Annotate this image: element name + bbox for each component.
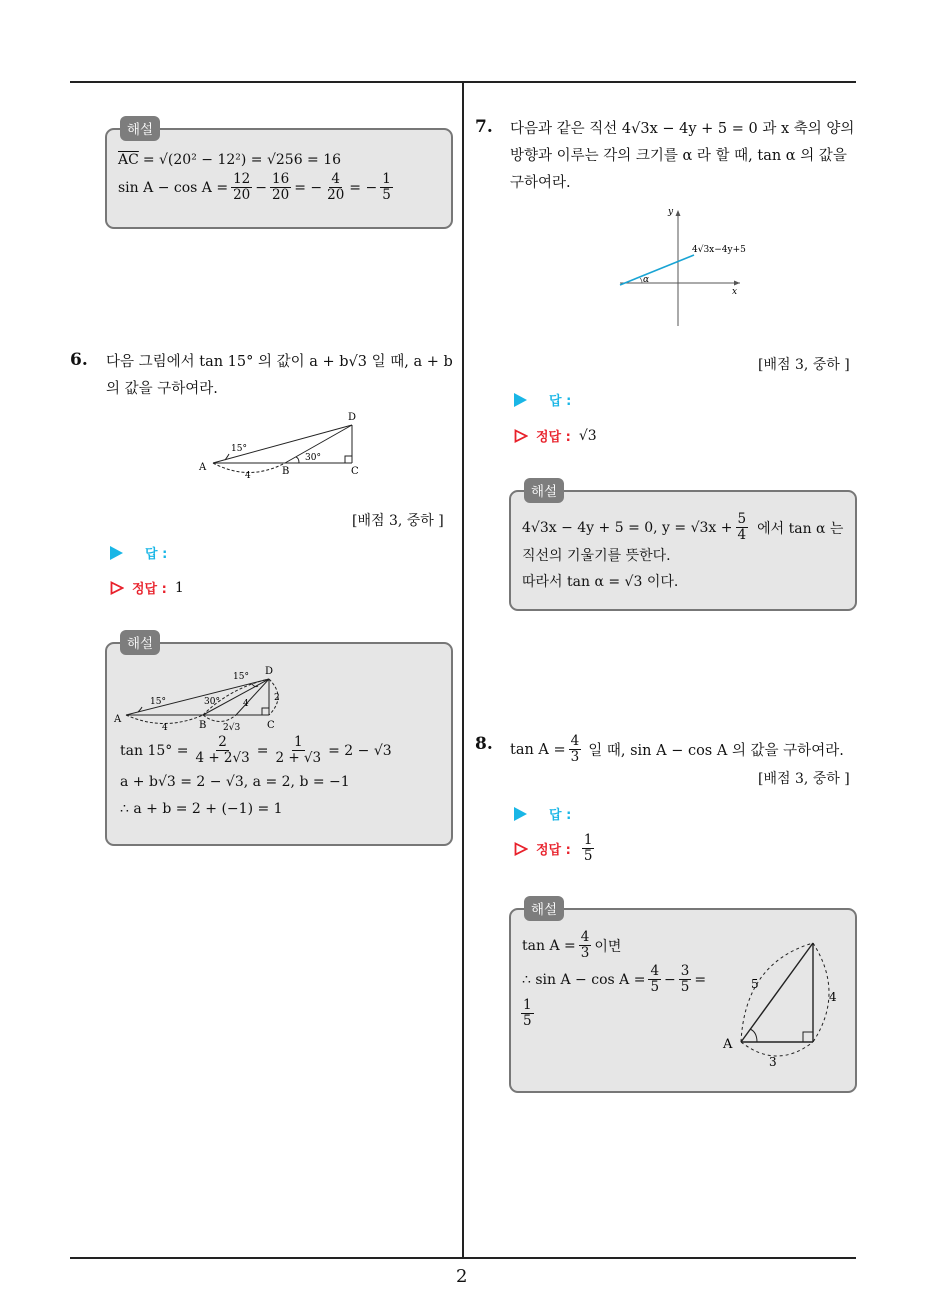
q7-solution-line3: 따라서 tan α = √3 이다. — [522, 574, 679, 590]
q8-sol-frac4-den: 5 — [523, 1013, 532, 1029]
q8-frac-num: 4 — [570, 733, 580, 749]
q8-sol-minus: − — [664, 971, 676, 988]
answer-arrow-icon — [514, 393, 527, 407]
q8-sol-frac1-num: 4 — [580, 929, 590, 945]
q5-frac1-num: 12 — [233, 171, 251, 187]
q6-answer-label: 답 : — [145, 547, 168, 562]
q5-frac1 — [231, 172, 252, 203]
q5-line1-rest: = √(20² − 12²) = √256 = 16 — [142, 152, 342, 168]
answer-arrow-icon — [514, 807, 527, 821]
bottom-rule — [70, 1257, 856, 1259]
q6-solution-line1 — [120, 735, 392, 766]
q8-sol-frac2-den: 5 — [650, 979, 660, 995]
page-number: 2 — [456, 1266, 468, 1287]
q7-fig-x: x — [732, 287, 738, 297]
q6-solution-figure — [112, 662, 292, 734]
q6-sol-fig-ang15b: 15° — [233, 672, 249, 682]
correct-triangle-icon — [514, 429, 528, 443]
q8-solution-line3 — [518, 998, 537, 1029]
q6-sol-frac1 — [193, 735, 251, 766]
q6-sol-fig-ang30: 30° — [204, 697, 220, 707]
q5-frac2 — [270, 172, 291, 203]
q8-solution-line2 — [522, 964, 706, 995]
q7-sol-frac-den: 4 — [737, 527, 747, 543]
q6-sol-frac1-num: 2 — [218, 734, 227, 750]
q8-sol-l1-suffix: 이면 — [594, 938, 622, 955]
q8-number: 8. — [475, 734, 493, 754]
q8-fig-A: A — [723, 1037, 733, 1052]
q8-frac — [569, 734, 582, 765]
q7-text-line2: 방향과 이루는 각의 크기를 α 라 할 때, tan α 의 값을 — [510, 148, 847, 164]
q6-sol-l1-prefix: tan 15° = — [120, 742, 189, 759]
q7-answer-row — [514, 390, 571, 409]
q6-sol-frac1-den: 4 + 2√3 — [195, 750, 250, 766]
q5-line2-prefix: sin A − cos A = — [118, 179, 229, 196]
q8-solution-figure — [715, 935, 845, 1075]
q6-sol-frac2-num: 1 — [293, 734, 303, 750]
q8-solution-line1 — [522, 930, 621, 961]
q8-sol-l2-prefix: ∴ sin A − cos A = — [522, 971, 646, 988]
q6-sol-eq: = — [256, 742, 269, 759]
q6-sol-fig-D: D — [265, 666, 274, 677]
q8-frac-den: 3 — [570, 749, 580, 765]
q7-sol-frac-num: 5 — [737, 511, 747, 527]
q5-frac3-den: 20 — [327, 187, 345, 203]
q6-number: 6. — [70, 350, 88, 370]
q8-sol-eq: = — [694, 971, 707, 988]
q8-sol-frac2 — [648, 964, 661, 995]
q7-solution-tag: 해설 — [524, 478, 564, 503]
q5-frac3 — [325, 172, 346, 203]
q6-fig-C: C — [351, 466, 359, 477]
q5-ac-segment: $\overline{AC}$ — [118, 152, 139, 168]
q8-correct-den: 5 — [583, 848, 593, 864]
q6-fig-A: A — [199, 462, 207, 473]
q6-correct-value: 1 — [174, 579, 184, 596]
q6-fig-B: B — [282, 466, 290, 477]
q7-sol-l1-suffix: 에서 tan α 는 — [757, 520, 844, 537]
q5-frac2-num: 16 — [272, 171, 290, 187]
q8-sol-frac1-den: 3 — [580, 945, 590, 961]
q5-op1: − — [255, 179, 267, 196]
q6-answer-row — [110, 543, 167, 562]
q7-correct-value: √3 — [578, 427, 597, 444]
q6-fig-ang30: 30° — [305, 453, 321, 463]
q6-score: [배점 3, 중하 ] — [352, 513, 444, 529]
correct-triangle-icon — [110, 581, 124, 595]
q8-text-suffix: 일 때, sin A − cos A 의 값을 구하여라. — [588, 743, 844, 759]
q5-op2: = − — [294, 179, 323, 196]
q8-sol-frac2-num: 4 — [650, 963, 660, 979]
q8-correct-frac — [582, 833, 595, 864]
q8-sol-frac1 — [579, 930, 592, 961]
q8-sol-frac3-num: 3 — [680, 963, 690, 979]
q7-sol-l1-prefix: 4√3x − 4y + 5 = 0, y = √3x + — [522, 519, 733, 536]
q5-op3: = − — [349, 179, 378, 196]
q8-sol-frac4-num: 1 — [523, 997, 532, 1013]
q6-figure — [195, 410, 370, 482]
q7-fig-alpha: α — [643, 275, 650, 285]
q5-frac1-den: 20 — [233, 187, 251, 203]
q7-fig-y: y — [668, 207, 674, 217]
q5-frac4-den: 5 — [382, 187, 391, 203]
q6-solution-line2: a + b√3 = 2 − √3, a = 2, b = −1 — [120, 774, 350, 790]
q6-solution-line3: ∴ a + b = 2 + (−1) = 1 — [120, 801, 283, 817]
q6-sol-fig-len4a: 4 — [162, 723, 168, 733]
q8-sol-l1-prefix: tan A = — [522, 937, 576, 954]
q5-solution-line1 — [118, 152, 341, 168]
q6-fig-len4: 4 — [245, 471, 251, 481]
q7-fig-line: 4√3x−4y+5 — [692, 245, 746, 255]
q6-sol-fig-C: C — [267, 720, 275, 731]
q6-correct-row — [110, 578, 184, 597]
q7-solution-line1 — [522, 512, 843, 543]
q5-frac4-num: 1 — [382, 171, 391, 187]
q6-fig-ang15: 15° — [231, 444, 247, 454]
q8-correct-label: 정답 : — [536, 843, 571, 858]
q5-frac3-num: 4 — [331, 171, 340, 187]
column-divider — [462, 83, 464, 1258]
q7-correct-label: 정답 : — [536, 430, 571, 445]
q6-sol-fig-ang15a: 15° — [150, 697, 166, 707]
q6-sol-frac2-den: 2 + √3 — [275, 750, 322, 766]
q7-score: [배점 3, 중하 ] — [758, 357, 850, 373]
q7-correct-row — [514, 426, 597, 445]
q5-frac4 — [380, 172, 393, 203]
q7-number: 7. — [475, 117, 493, 137]
q6-sol-fig-len2r3: 2√3 — [223, 723, 241, 733]
q7-figure — [610, 202, 760, 330]
q6-text-line1: 다음 그림에서 tan 15° 의 값이 a + b√3 일 때, a + b — [106, 354, 453, 370]
q8-answer-label: 답 : — [549, 808, 572, 823]
q5-solution-line2 — [118, 172, 396, 203]
q6-fig-D: D — [348, 412, 357, 423]
q8-fig-len3: 3 — [769, 1055, 777, 1069]
q8-solution-tag: 해설 — [524, 896, 564, 921]
q8-score: [배점 3, 중하 ] — [758, 771, 850, 787]
q8-fig-len5: 5 — [751, 977, 759, 991]
q6-sol-fig-len2: 2 — [274, 693, 280, 703]
q7-text-line1: 다음과 같은 직선 4√3x − 4y + 5 = 0 과 x 축의 양의 — [510, 121, 855, 137]
q8-text-prefix: tan A = — [510, 741, 566, 758]
q8-sol-frac3-den: 5 — [680, 979, 690, 995]
q5-frac2-den: 20 — [272, 187, 290, 203]
q6-correct-label: 정답 : — [132, 582, 167, 597]
q6-solution-tag: 해설 — [120, 630, 160, 655]
q6-sol-fig-B: B — [199, 720, 207, 731]
answer-arrow-icon — [110, 546, 123, 560]
q6-sol-fig-A: A — [114, 714, 122, 725]
q8-correct-row — [514, 833, 597, 864]
q8-sol-frac4 — [521, 998, 534, 1029]
q6-sol-l1-tail: = 2 − √3 — [328, 742, 392, 759]
q6-sol-frac2 — [273, 735, 323, 766]
q8-sol-frac3 — [679, 964, 692, 995]
q6-sol-fig-len4b: 4 — [243, 699, 249, 709]
q7-solution-line2: 직선의 기울기를 뜻한다. — [522, 548, 671, 564]
correct-triangle-icon — [514, 842, 528, 856]
q8-answer-row — [514, 804, 571, 823]
q7-answer-label: 답 : — [549, 394, 572, 409]
q8-fig-len4: 4 — [829, 990, 837, 1004]
q8-correct-num: 1 — [583, 832, 593, 848]
q8-text — [510, 734, 844, 765]
q7-text-line3: 구하여라. — [510, 175, 571, 191]
q7-sol-frac — [736, 512, 749, 543]
q5-solution-tag: 해설 — [120, 116, 160, 141]
q6-text-line2: 의 값을 구하여라. — [106, 381, 218, 397]
